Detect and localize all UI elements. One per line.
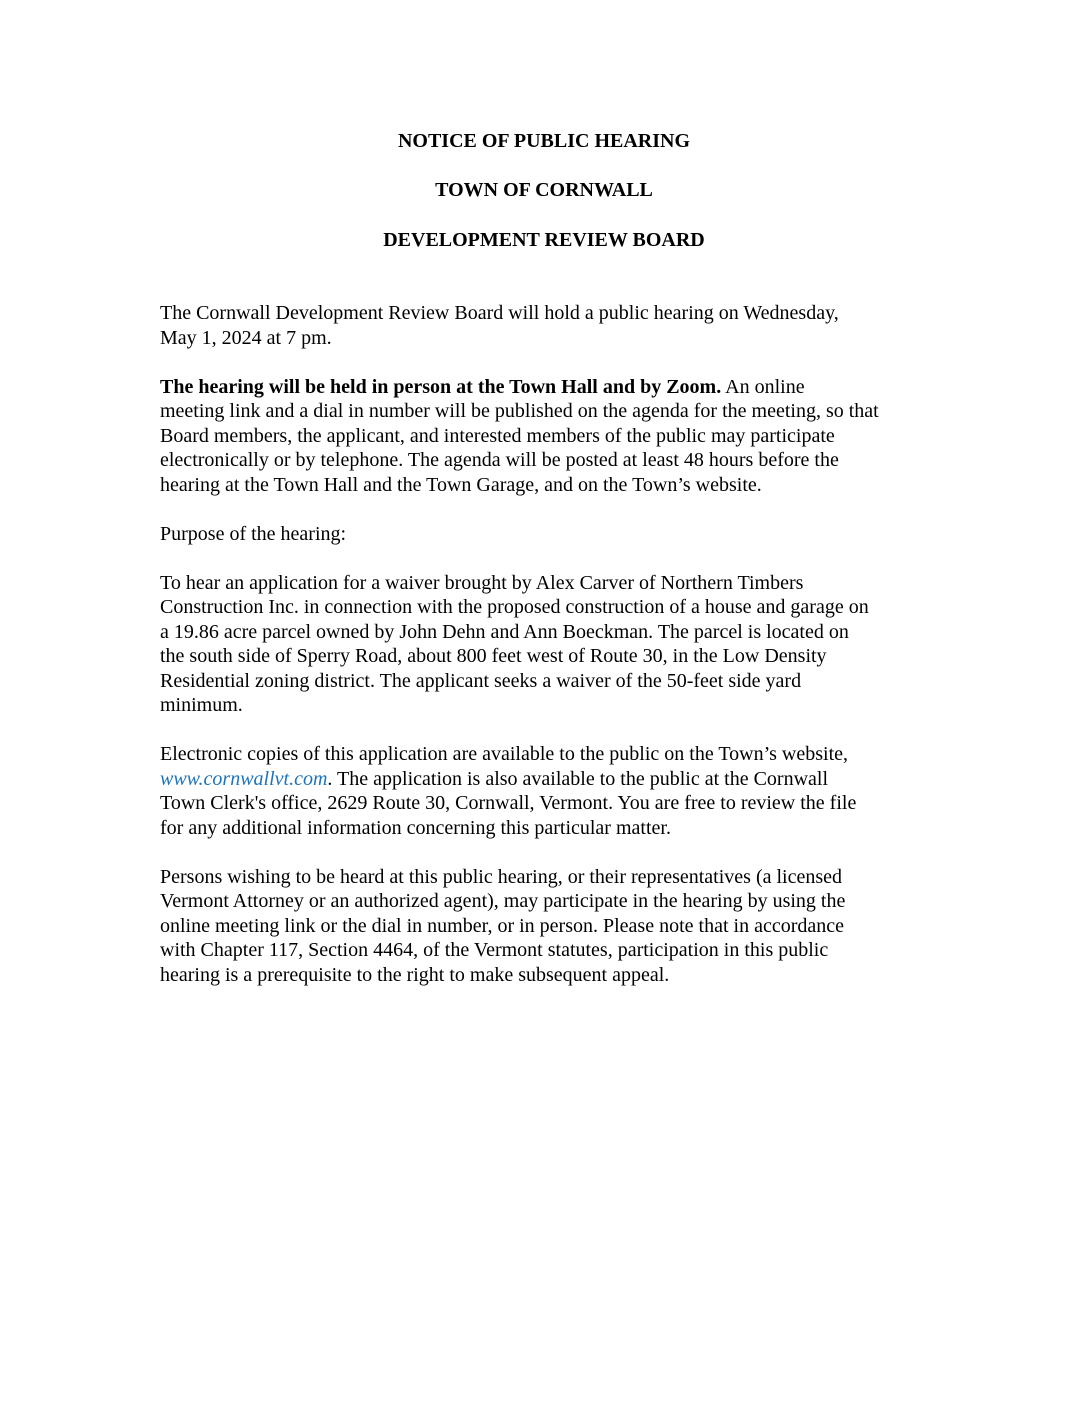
purpose-heading: Purpose of the hearing: xyxy=(160,522,347,545)
electronic-copies-lead: Electronic copies of this application are available to the public on the Town’s website, xyxy=(160,743,849,765)
hearing-format-bold: The hearing will be held in person at the Town Hall and by Zoom. xyxy=(160,375,722,398)
board-heading: DEVELOPMENT REVIEW BOARD xyxy=(383,229,705,251)
application-paragraph: To hear an application for a waiver brought by Alex Carver of Northern Timbers Construction Inc. in connection with the proposed construction of a house and garage on a 19.86 acre parcel owned by John Dehn and Ann Boeckman. The parcel is located on the south side of Sperry Road, about 800 feet west of Route 30, in the Low Density Residential zoning district. The applicant seeks a waiver of the 50-feet side yard minimum. xyxy=(160,571,869,716)
participation-paragraph: Persons wishing to be heard at this public hearing, or their representatives (a licensed Vermont Attorney or an authorized agent), may participate in the hearing by using the online meeting link or the dial in number, or in person. Please note that in accordance with Chapter 117, Section 4464, of the Vermont statutes, participation in this public hearing is a prerequisite to the right to make subsequent appeal. xyxy=(160,865,846,986)
electronic-copies-paragraph xyxy=(160,742,940,840)
town-website-link[interactable]: www.cornwallvt.com xyxy=(160,767,328,790)
notice-body xyxy=(160,301,940,1012)
hearing-format-paragraph xyxy=(160,375,940,498)
hearing-format-lead: An online xyxy=(721,375,805,398)
hearing-date-paragraph: The Cornwall Development Review Board will hold a public hearing on Wednesday, May 1, 2024 at 7 pm. xyxy=(160,302,839,349)
notice-title: NOTICE OF PUBLIC HEARING xyxy=(397,130,691,152)
town-heading: TOWN OF CORNWALL xyxy=(435,179,653,201)
hearing-format-text: meeting link and a dial in number will be published on the agenda for the meeting, so that Board members, the applicant, and interested members of the public may participate electronically or by telephone. The agenda will be posted at least 48 hours before the hearing at the Town Hall and the Town Garage, and on the Town’s website. xyxy=(160,400,879,496)
electronic-copies-text: . The application is also available to the public at the Cornwall Town Clerk's office, 2629 Route 30, Cornwall, Vermont. You are free to review the file for any additional information concerning this particular matter. xyxy=(160,767,857,839)
